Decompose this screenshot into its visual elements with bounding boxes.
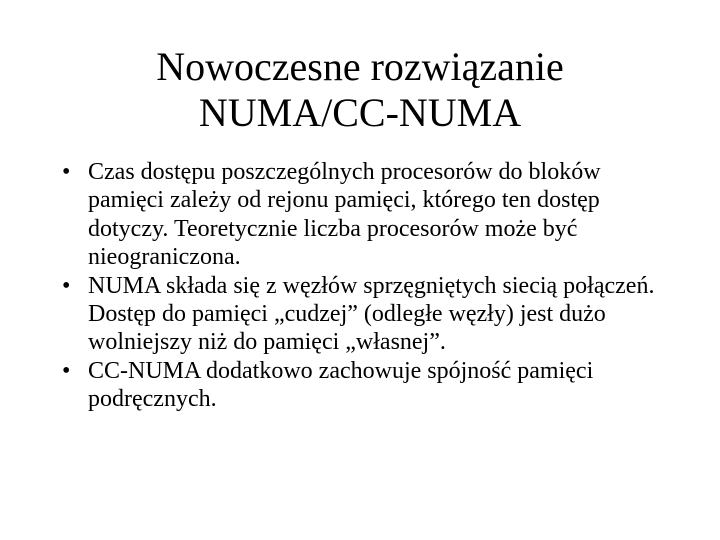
bullet-item <box>62 272 682 357</box>
bullet-icon: • <box>62 357 71 384</box>
bullet-text: Czas dostępu poszczególnych procesorów do bloków pamięci zależy od rejonu pamięci, którego ten dostęp dotyczy. Teoretycznie liczba procesorów może być nieograniczona. <box>88 159 601 271</box>
bullet-list <box>62 158 682 414</box>
slide-title-line-1: Nowoczesne rozwiązanie <box>156 44 564 89</box>
slide-title-line-2: NUMA/CC-NUMA <box>198 90 522 135</box>
bullet-text: CC-NUMA dodatkowo zachowuje spójność pamięci podręcznych. <box>88 357 594 413</box>
slide-title <box>60 44 660 136</box>
bullet-icon: • <box>62 159 71 185</box>
bullet-item <box>62 357 682 414</box>
bullet-item <box>62 158 682 272</box>
bullet-text: NUMA składa się z węzłów sprzęgniętych siecią połączeń. Dostęp do pamięci „cudzej” (odległe węzły) jest dużo wolniejszy niż do pamięci „własnej”. <box>88 272 655 356</box>
bullet-icon: • <box>62 272 71 299</box>
